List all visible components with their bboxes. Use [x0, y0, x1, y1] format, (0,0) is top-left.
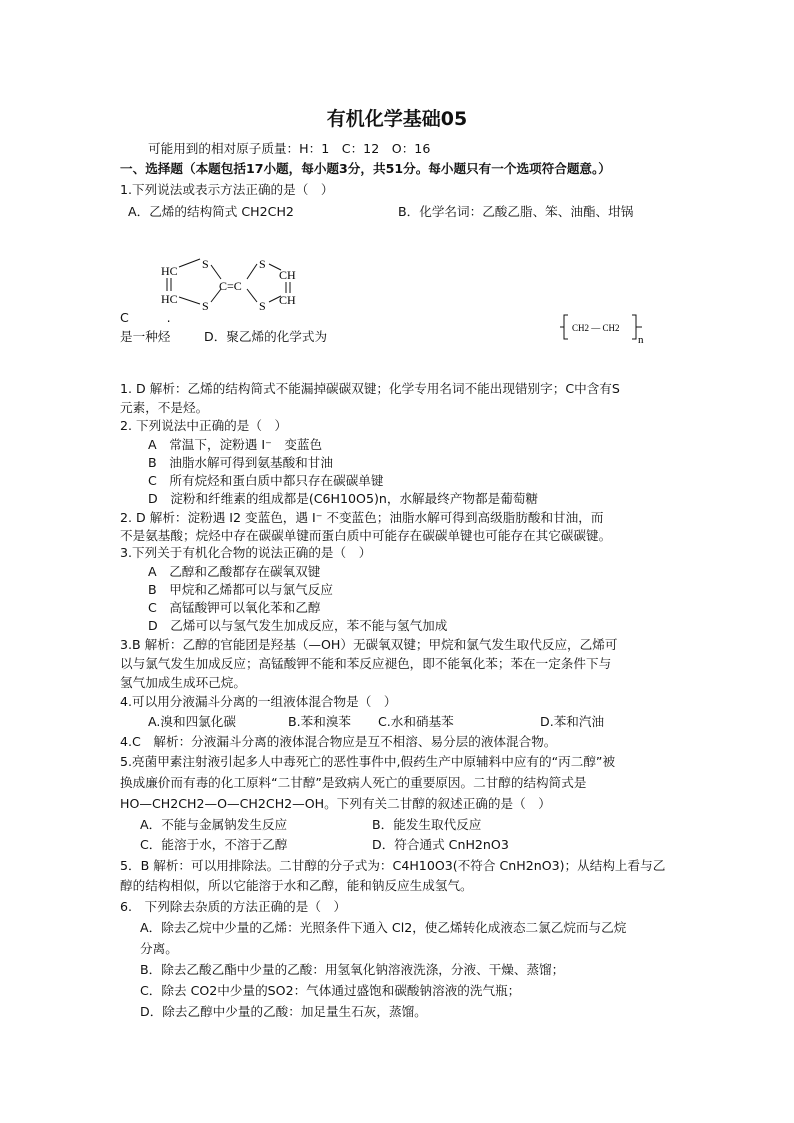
question-5-option-b: B．能发生取代反应 — [372, 817, 482, 832]
molecule-ch-top: CH — [279, 268, 296, 282]
page-title: 有机化学基础05 — [326, 108, 468, 130]
answer-5-line-1: 5．B 解析：可以用排除法。二甘醇的分子式为：C4H10O3(不符合 CnH2nO3)；从结构上看与乙 — [120, 858, 666, 873]
question-2-option-d: D 淀粉和纤维素的组成都是(C6H10O5)n，水解最终产物都是葡萄糖 — [148, 491, 538, 506]
molecule-s-3: S — [259, 257, 266, 271]
question-5-option-c: C．能溶于水，不溶于乙醇 — [140, 837, 288, 852]
tetrathiafulvalene-structure — [155, 252, 315, 322]
question-2-stem: 2. 下列说法中正确的是（ ） — [120, 418, 288, 433]
question-3-stem: 3.下列关于有机化合物的说法正确的是（ ） — [120, 545, 372, 560]
section-heading: 一、选择题（本题包括17小题，每小题3分，共51分。每小题只有一个选项符合题意。） — [120, 161, 611, 176]
question-6-stem: 6. 下列除去杂质的方法正确的是（ ） — [120, 899, 347, 914]
question-3-option-b: B 甲烷和乙烯都可以与氯气反应 — [148, 582, 333, 597]
question-2-option-b: B 油脂水解可得到氨基酸和甘油 — [148, 455, 333, 470]
answer-2-line-2: 不是氨基酸；烷烃中存在碳碳单键而蛋白质中可能存在碳碳单键也可能存在其它碳碳键。 — [120, 528, 612, 543]
question-4-option-b: B.苯和溴苯 — [288, 714, 352, 729]
question-3-option-c: C 高锰酸钾可以氧化苯和乙醇 — [148, 600, 321, 615]
answer-3-line-2: 以与氯气发生加成反应；高锰酸钾不能和苯反应褪色，即不能氧化苯；苯在一定条件下与 — [120, 656, 612, 671]
molecule-ch-bottom: CH — [279, 293, 296, 307]
question-1-option-a: A．乙烯的结构简式 CH2CH2 — [128, 204, 294, 219]
question-1-stem: 1.下列说法或表示方法正确的是（ ） — [120, 182, 334, 197]
question-4-option-a: A.溴和四氯化碳 — [148, 714, 236, 729]
question-5-stem-line-2: 换成廉价而有毒的化工原料“二甘醇”是致病人死亡的重要原因。二甘醇的结构简式是 — [120, 775, 587, 790]
question-1-option-d: D．聚乙烯的化学式为 — [204, 329, 328, 344]
question-1-option-b: B．化学名词：乙酸乙脂、笨、油酯、坩锅 — [398, 204, 634, 219]
answer-3-line-1: 3.B 解析：乙醇的官能团是羟基（—OH）无碳氧双键；甲烷和氯气发生取代反应，乙烯可 — [120, 637, 618, 652]
question-6-option-a-line-1: A．除去乙烷中少量的乙烯：光照条件下通入 Cl2，使乙烯转化成液态二氯乙烷而与乙烷 — [140, 920, 627, 935]
answer-4-line-1: 4.C 解析：分液漏斗分离的液体混合物应是互不相溶、易分层的液体混合物。 — [120, 734, 557, 749]
molecule-hc-top: HC — [161, 264, 178, 278]
question-1-option-c-text: 是一种烃 — [120, 329, 171, 344]
polymer-n: n — [638, 334, 644, 346]
polymer-repeat-unit: CH2 — CH2 — [572, 323, 620, 333]
answer-5-line-2: 醇的结构相似，所以它能溶于水和乙醇，能和钠反应生成氢气。 — [120, 878, 473, 893]
question-1-option-c-mark: C . — [120, 310, 171, 325]
question-2-option-a: A 常温下，淀粉遇 I⁻ 变蓝色 — [148, 437, 323, 452]
question-5-option-d: D．符合通式 CnH2nO3 — [372, 837, 509, 852]
question-6-option-a-line-2: 分离。 — [140, 941, 178, 956]
polyethylene-formula — [560, 312, 660, 346]
atomic-mass-note: 可能用到的相对原子质量：H：1 C：12 O：16 — [148, 141, 431, 156]
question-5-stem-line-3: HO—CH2CH2—O—CH2CH2—OH。下列有关二甘醇的叙述正确的是（ ） — [120, 796, 551, 811]
molecule-s-1: S — [202, 257, 209, 271]
molecule-s-4: S — [259, 299, 266, 313]
molecule-s-2: S — [202, 299, 209, 313]
question-4-stem: 4.可以用分液漏斗分离的一组液体混合物是（ ） — [120, 694, 397, 709]
question-5-option-a: A．不能与金属钠发生反应 — [140, 817, 288, 832]
question-3-option-d: D 乙烯可以与氢气发生加成反应，苯不能与氢气加成 — [148, 618, 448, 633]
question-2-option-c: C 所有烷烃和蛋白质中都只存在碳碳单键 — [148, 473, 384, 488]
question-3-option-a: A 乙醇和乙酸都存在碳氧双键 — [148, 564, 321, 579]
molecule-central-bond: C=C — [219, 279, 242, 293]
question-5-stem-line-1: 5.亮菌甲素注射液引起多人中毒死亡的恶性事件中,假药生产中原辅料中应有的“丙二醇”被 — [120, 754, 616, 769]
question-6-option-b: B．除去乙酸乙酯中少量的乙酸：用氢氧化钠溶液洗涤，分液、干燥、蒸馏； — [140, 962, 565, 977]
question-4-option-c: C.水和硝基苯 — [378, 714, 454, 729]
molecule-hc-bottom: HC — [161, 292, 178, 306]
question-6-option-d: D．除去乙醇中少量的乙酸：加足量生石灰，蒸馏。 — [140, 1004, 427, 1019]
answer-1-line-2: 元素，不是烃。 — [120, 400, 209, 415]
answer-1-line-1: 1. D 解析：乙烯的结构简式不能漏掉碳碳双键；化学专用名词不能出现错别字；C中含有S — [120, 381, 620, 396]
question-4-option-d: D.苯和汽油 — [540, 714, 605, 729]
answer-2-line-1: 2. D 解析：淀粉遇 I2 变蓝色，遇 I⁻ 不变蓝色；油脂水解可得到高级脂肪酸和甘油，而 — [120, 510, 604, 525]
question-6-option-c: C．除去 CO2中少量的SO2：气体通过盛饱和碳酸钠溶液的洗气瓶； — [140, 983, 521, 998]
answer-3-line-3: 氢气加成生成环己烷。 — [120, 675, 246, 690]
